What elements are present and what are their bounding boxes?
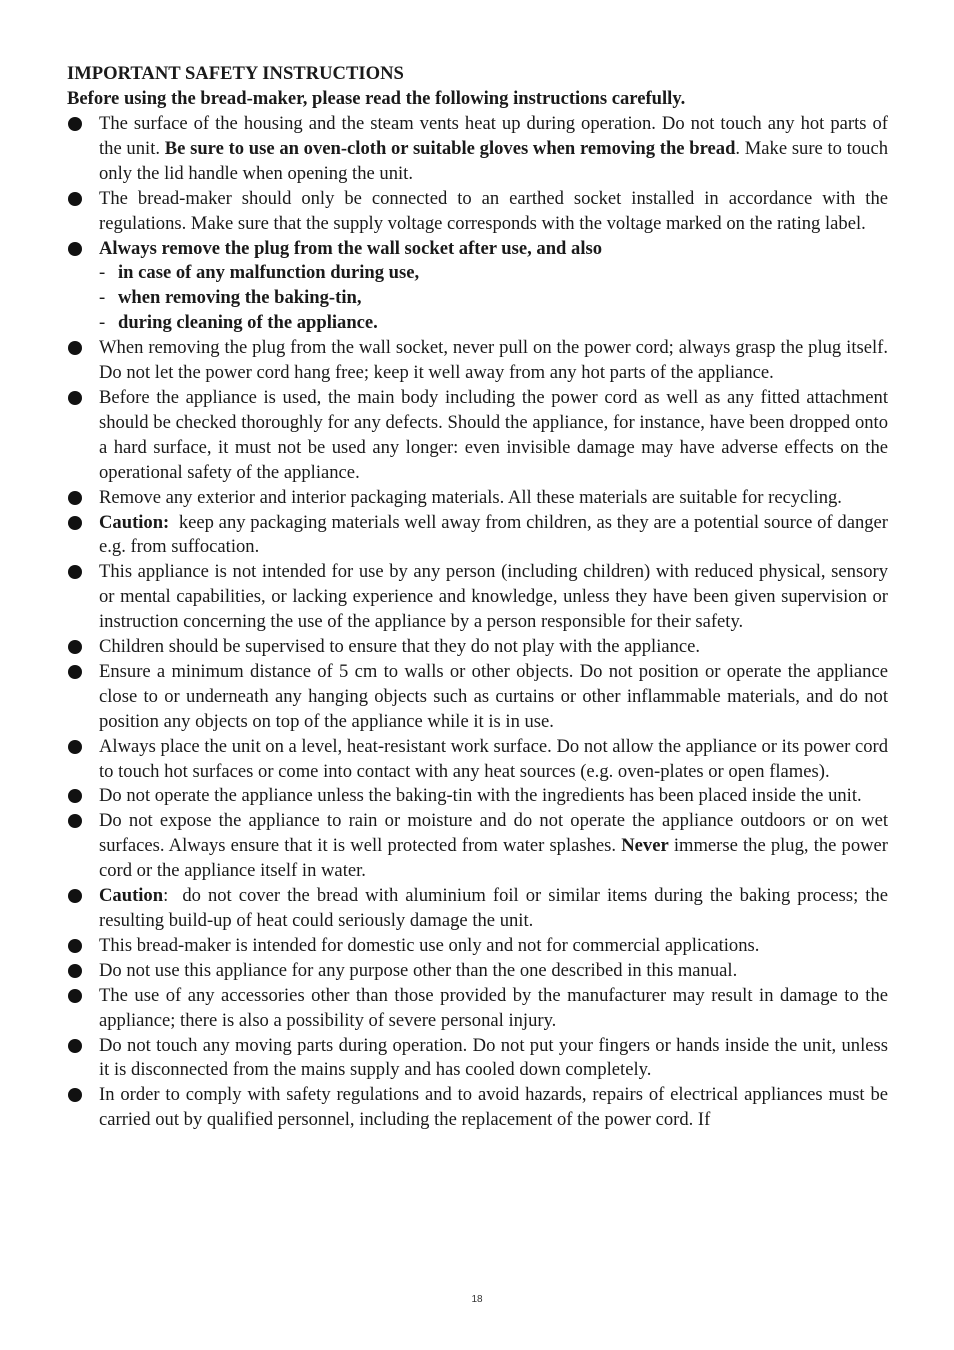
list-item	[67, 635, 888, 660]
item-text: Before the appliance is used, the main body including the power cord as well as any fitted attachment should be checked thoroughly for any defects. Should the appliance, for instance, have been dropped onto a hard surface, it must not be used any longer: even invisible damage may have adverse effects on the operational safety of the appliance.	[99, 386, 888, 483]
list-item	[67, 1083, 888, 1133]
list-item	[67, 984, 888, 1034]
bullet-icon	[68, 341, 82, 355]
bullet-icon	[68, 491, 82, 505]
dash-marker: -	[99, 312, 106, 334]
sub-item	[99, 311, 888, 336]
bullet-icon	[68, 789, 82, 803]
bullet-icon	[68, 939, 82, 953]
bullet-icon	[68, 565, 82, 579]
dash-marker: -	[99, 287, 106, 309]
list-item	[67, 934, 888, 959]
list-item	[67, 237, 888, 337]
item-text: immerse the plug, the power cord or the appliance itself in water.	[99, 835, 889, 882]
item-text: This bread-maker is intended for domestic use only and not for commercial applications.	[99, 934, 760, 956]
bullet-icon	[68, 740, 82, 754]
bullet-icon	[68, 391, 82, 405]
list-item	[67, 884, 893, 934]
dash-marker: -	[99, 262, 106, 284]
item-text: Ensure a minimum distance of 5 cm to walls or other objects. Do not position or operate the appliance close to or underneath any hanging objects such as curtains or other inflammable materials, and do not position any objects on top of the appliance while it is in use.	[99, 660, 888, 732]
bullet-icon	[68, 192, 82, 206]
bullet-icon	[68, 889, 82, 903]
item-text: The use of any accessories other than those provided by the manufacturer may result in damage to the appliance; there is also a possibility of severe personal injury.	[99, 984, 888, 1031]
safety-list	[67, 112, 893, 1133]
item-text: Do not use this appliance for any purpose other than the one described in this manual.	[99, 959, 738, 981]
bullet-icon	[68, 1088, 82, 1102]
item-bold-text: Caution:	[99, 511, 170, 533]
list-item	[67, 486, 888, 511]
item-text: Children should be supervised to ensure that they do not play with the appliance.	[99, 636, 701, 658]
item-bold-text: Be sure to use an oven-cloth or suitable gloves when removing the bread	[164, 137, 736, 159]
item-bold-text: Caution	[99, 885, 164, 907]
page-title: IMPORTANT SAFETY INSTRUCTIONS	[67, 63, 404, 84]
item-text: The surface of the housing and the steam vents heat up during operation. Do not touch any hot parts of the unit.	[99, 113, 888, 159]
item-text: Do not expose the appliance to rain or moisture and do not operate the appliance outdoors or on wet surfaces. Always ensure that it is well protected from water splashes.	[99, 810, 888, 857]
list-item	[67, 735, 888, 785]
item-bold-text: Never	[621, 835, 669, 857]
item-bold-text: Always remove the plug from the wall socket after use, and also	[99, 237, 603, 259]
list-item	[67, 187, 888, 237]
bullet-icon	[68, 814, 82, 828]
item-text: Do not touch any moving parts during operation. Do not put your fingers or hands inside the unit, unless it is disconnected from the mains supply and has cooled down completely.	[99, 1034, 888, 1081]
item-text: The bread-maker should only be connected to an earthed socket installed in accordance with the regulations. Make sure that the supply voltage corresponds with the voltage marked on the rating label.	[99, 187, 888, 234]
page-number: 18	[471, 1294, 483, 1305]
list-item	[67, 112, 888, 187]
list-item	[67, 386, 888, 486]
sub-item	[99, 286, 888, 311]
list-item	[67, 959, 888, 984]
bullet-icon	[68, 242, 82, 256]
item-text: When removing the plug from the wall socket, never pull on the power cord; always grasp the plug itself. Do not let the power cord hang free; keep it well away from any hot parts of the appliance.	[99, 337, 888, 384]
item-text: keep any packaging materials well away from children, as they are a potential source of danger e.g. from suffocation.	[99, 511, 893, 558]
sub-item	[99, 261, 888, 286]
item-text: This appliance is not intended for use by any person (including children) with reduced physical, sensory or mental capabilities, or lacking experience and knowledge, unless they have been given supervision or instruction concerning the use of the appliance by a person responsible for their safety.	[99, 561, 888, 633]
sub-item-text: when removing the baking-tin,	[118, 287, 362, 309]
intro-text: Before using the bread-maker, please read the following instructions carefully.	[67, 88, 686, 109]
bullet-icon	[68, 516, 82, 530]
bullet-icon	[68, 117, 82, 131]
bullet-icon	[68, 989, 82, 1003]
list-item	[67, 560, 888, 635]
sub-item-text: in case of any malfunction during use,	[118, 262, 420, 284]
list-item	[67, 511, 893, 561]
list-item	[67, 1034, 888, 1084]
item-text: . Make sure to touch only the lid handle when opening the unit.	[99, 137, 889, 184]
sub-item-text: during cleaning of the appliance.	[118, 312, 378, 334]
item-text: : do not cover the bread with aluminium foil or similar items during the baking process; the resulting build-up of heat could seriously damage the unit.	[99, 885, 893, 931]
item-text: Remove any exterior and interior packaging materials. All these materials are suitable for recycling.	[99, 486, 842, 508]
bullet-icon	[68, 1039, 82, 1053]
bullet-icon	[68, 640, 82, 654]
bullet-icon	[68, 665, 82, 679]
list-item	[67, 809, 888, 884]
item-text: Do not operate the appliance unless the baking-tin with the ingredients has been placed inside the unit.	[99, 785, 862, 807]
list-item	[67, 784, 888, 809]
list-item	[67, 660, 888, 735]
item-text: In order to comply with safety regulations and to avoid hazards, repairs of electrical appliances must be carried out by qualified personnel, including the replacement of the power cord. If	[99, 1084, 888, 1131]
bullet-icon	[68, 964, 82, 978]
list-item	[67, 336, 888, 386]
item-text: Always place the unit on a level, heat-resistant work surface. Do not allow the appliance or its power cord to touch hot surfaces or come into contact with any heat sources (e.g. oven-plates or open flames).	[99, 735, 888, 782]
